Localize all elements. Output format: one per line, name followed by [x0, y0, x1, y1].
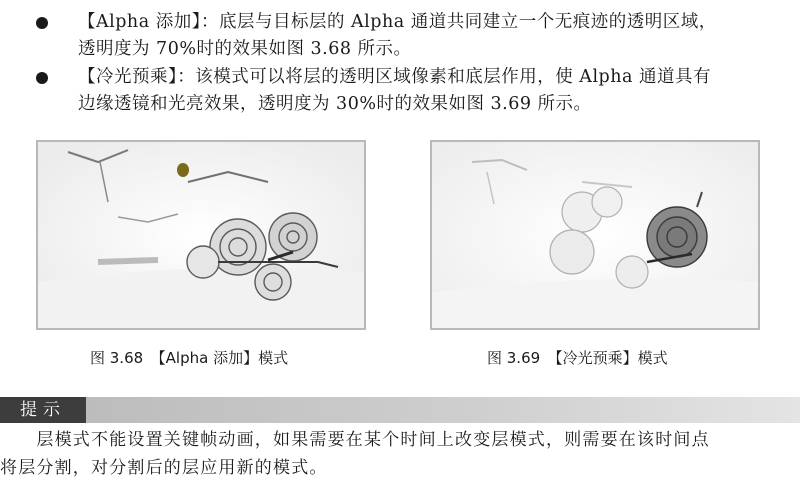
bullet-text-line: 边缘透镜和光亮效果，透明度为 30%时的效果如图 3.69 所示。: [78, 94, 592, 114]
bullet-dot-icon: [36, 17, 48, 29]
bullet-text-line: 透明度为 70%时的效果如图 3.68 所示。: [78, 39, 412, 59]
figure-caption: 图 3.69 【冷光预乘】模式: [487, 349, 668, 367]
bullet-text-line: 【Alpha 添加】：底层与目标层的 Alpha 通道共同建立一个无痕迹的透明区域，: [78, 12, 717, 32]
figure-image-alpha-add: [36, 140, 366, 330]
figure-caption: 图 3.68 【Alpha 添加】模式: [90, 349, 289, 367]
bullet-dot-icon: [36, 72, 48, 84]
tip-text-line: 将层分割，对分割后的层应用新的模式。: [0, 458, 328, 478]
figure-image-luminous-premultiply: [430, 140, 760, 330]
bullet-text-line: 【冷光预乘】：该模式可以将层的透明区域像素和底层作用，使 Alpha 通道具有: [78, 67, 712, 87]
rose-bouquet-image: [38, 142, 364, 328]
tip-header-bar: [0, 397, 800, 423]
rose-bouquet-image: [432, 142, 758, 328]
tip-text-line: 层模式不能设置关键帧动画，如果需要在某个时间上改变层模式，则需要在该时间点: [0, 430, 710, 450]
tip-label: 提示: [0, 397, 86, 423]
